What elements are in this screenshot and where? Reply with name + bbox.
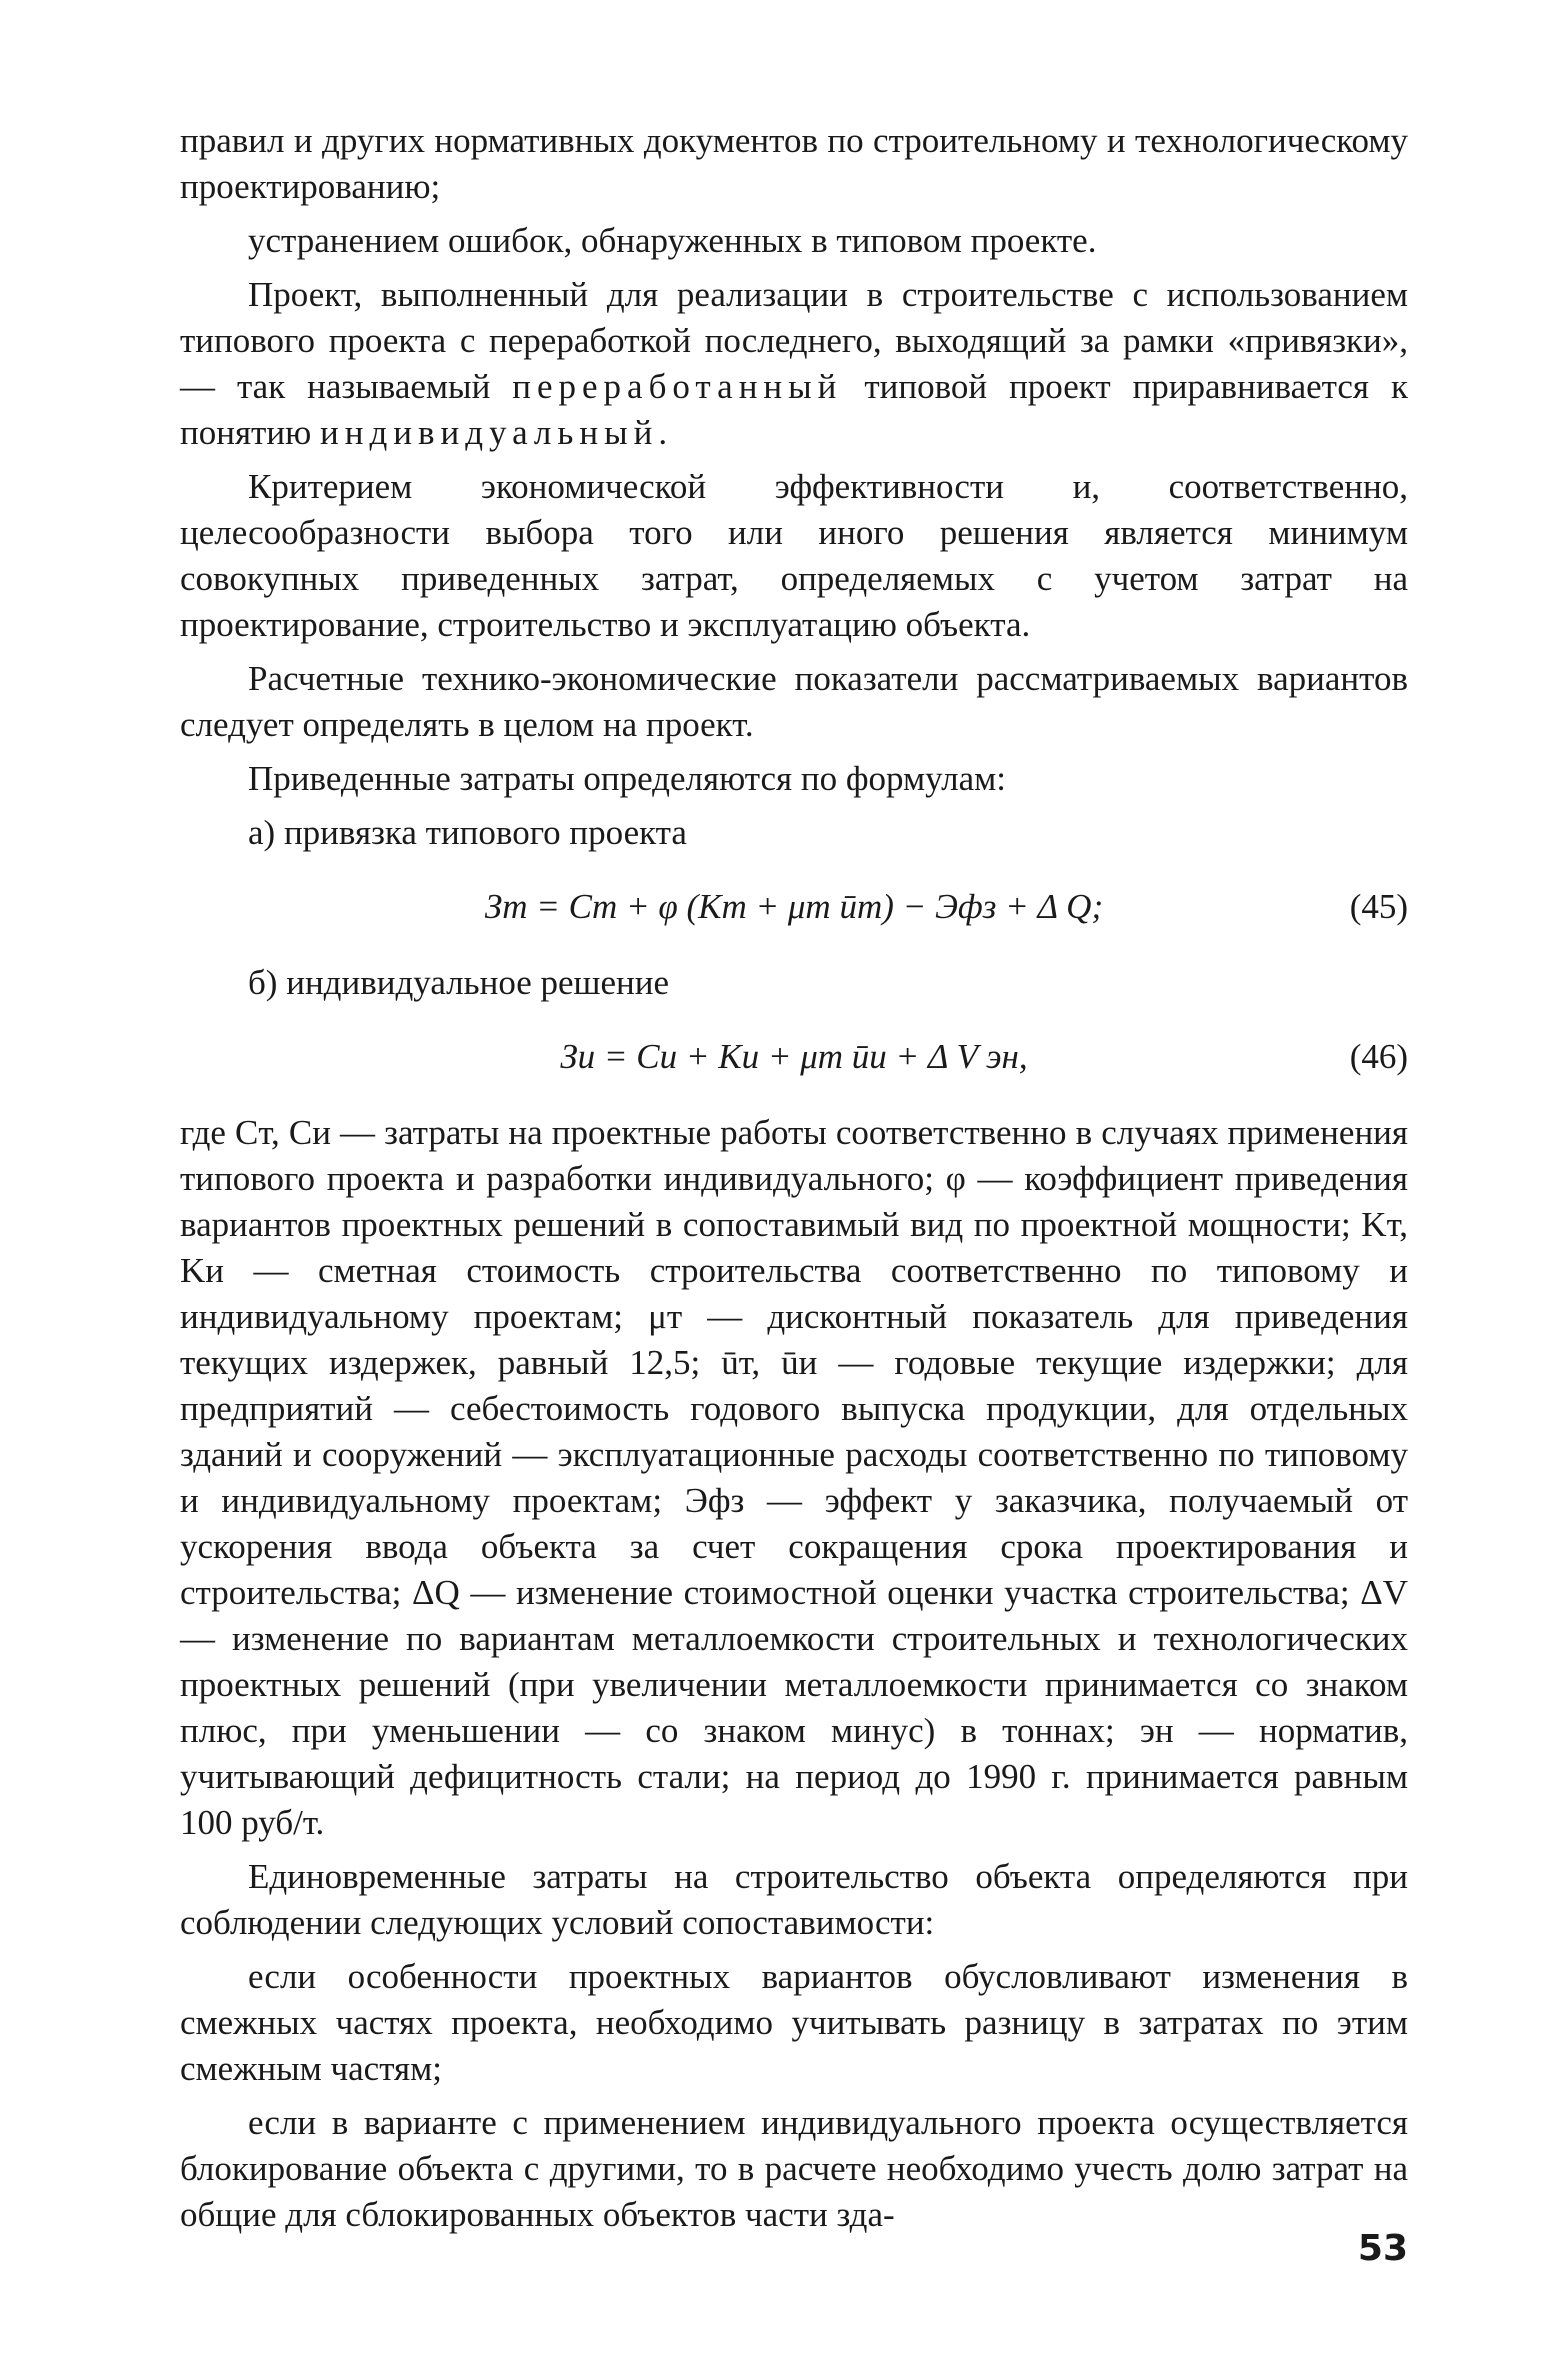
paragraph: Единовременные затраты на строительство объекта определяются при соблюдении следующих условий сопоставимости: — [180, 1857, 1408, 1942]
paragraph: правил и других нормативных документов по строительному и технологическому проектированию; — [180, 121, 1408, 206]
paragraph: Расчетные технико-экономические показатели рассматриваемых вариантов следует определять в целом на проект. — [180, 659, 1408, 744]
list-item: б) индивидуальное решение — [248, 963, 670, 1002]
paragraph: если в варианте с применением индивидуального проекта осуществляется блокирование объекта с другими, то в расчете необходимо учесть долю затрат на общие для сблокированных объектов части зда- — [180, 2103, 1408, 2234]
paragraph: устранением ошибок, обнаруженных в типовом проекте. — [248, 221, 1097, 260]
spaced-term: переработанный — [512, 367, 843, 406]
paragraph: Приведенные затраты определяются по формулам: — [248, 759, 1006, 798]
formula-expression: Зи = Cи + Kи + μт ūи + Δ V эн, — [560, 1037, 1028, 1076]
text-run: . — [658, 413, 668, 452]
formula-45 — [180, 876, 1408, 940]
paragraph: Критерием экономической эффективности и, соответственно, целесообразности выбора того или иного решения является минимум совокупных приведенных затрат, определяемых с учетом затрат на проектирование, строительство и эксплуатацию объекта. — [180, 467, 1408, 644]
formula-number: (46) — [1349, 1037, 1408, 1076]
formula-46 — [180, 1026, 1408, 1090]
list-item: а) привязка типового проекта — [248, 813, 687, 852]
paragraph: если особенности проектных вариантов обусловливают изменения в смежных частях проекта, необходимо учитывать разницу в затратах по этим смежным частям; — [180, 1957, 1408, 2088]
paragraph — [180, 272, 1408, 456]
page-body — [180, 118, 1408, 2246]
text-run: Проект, выполненный для реализации в строительстве с использованием типового проекта с переработкой последнего, выходящий за рамки «привязки», — так называемый — [180, 275, 1408, 406]
spaced-term: индивидуальный — [319, 413, 659, 452]
page-number: 53 — [1357, 2228, 1408, 2269]
formula-number: (45) — [1349, 887, 1408, 926]
text-run: типовой проект приравнивается к понятию — [180, 367, 1408, 452]
formula-expression: Зт = Cт + φ (Kт + μт ūт) − Эфз + Δ Q; — [484, 887, 1104, 926]
paragraph: где Cт, Cи — затраты на проектные работы соответственно в случаях применения типового проекта и разработки индивидуального; φ — коэффициент приведения вариантов проектных решений в сопоставимый вид по проектной мощности; Kт, Kи — сметная стоимость строительства соответственно по типовому и индивидуальному проектам; μт — дисконтный показатель для приведения текущих издержек, равный 12,5; ūт, ūи — годовые текущие издержки; для предприятий — себестоимость годового выпуска продукции, для отдельных зданий и сооружений — эксплуатационные расходы соответственно по типовому и индивидуальному проектам; Эфз — эффект у заказчика, получаемый от ускорения ввода объекта за счет сокращения срока проектирования и строительства; ΔQ — изменение стоимостной оценки участка строительства; ΔV — изменение по вариантам металлоемкости строительных и технологических проектных решений (при увеличении металлоемкости принимается со знаком плюс, при уменьшении — со знаком минус) в тоннах; эн — норматив, учитывающий дефицитность стали; на период до 1990 г. принимается равным 100 руб/т. — [180, 1113, 1408, 1842]
